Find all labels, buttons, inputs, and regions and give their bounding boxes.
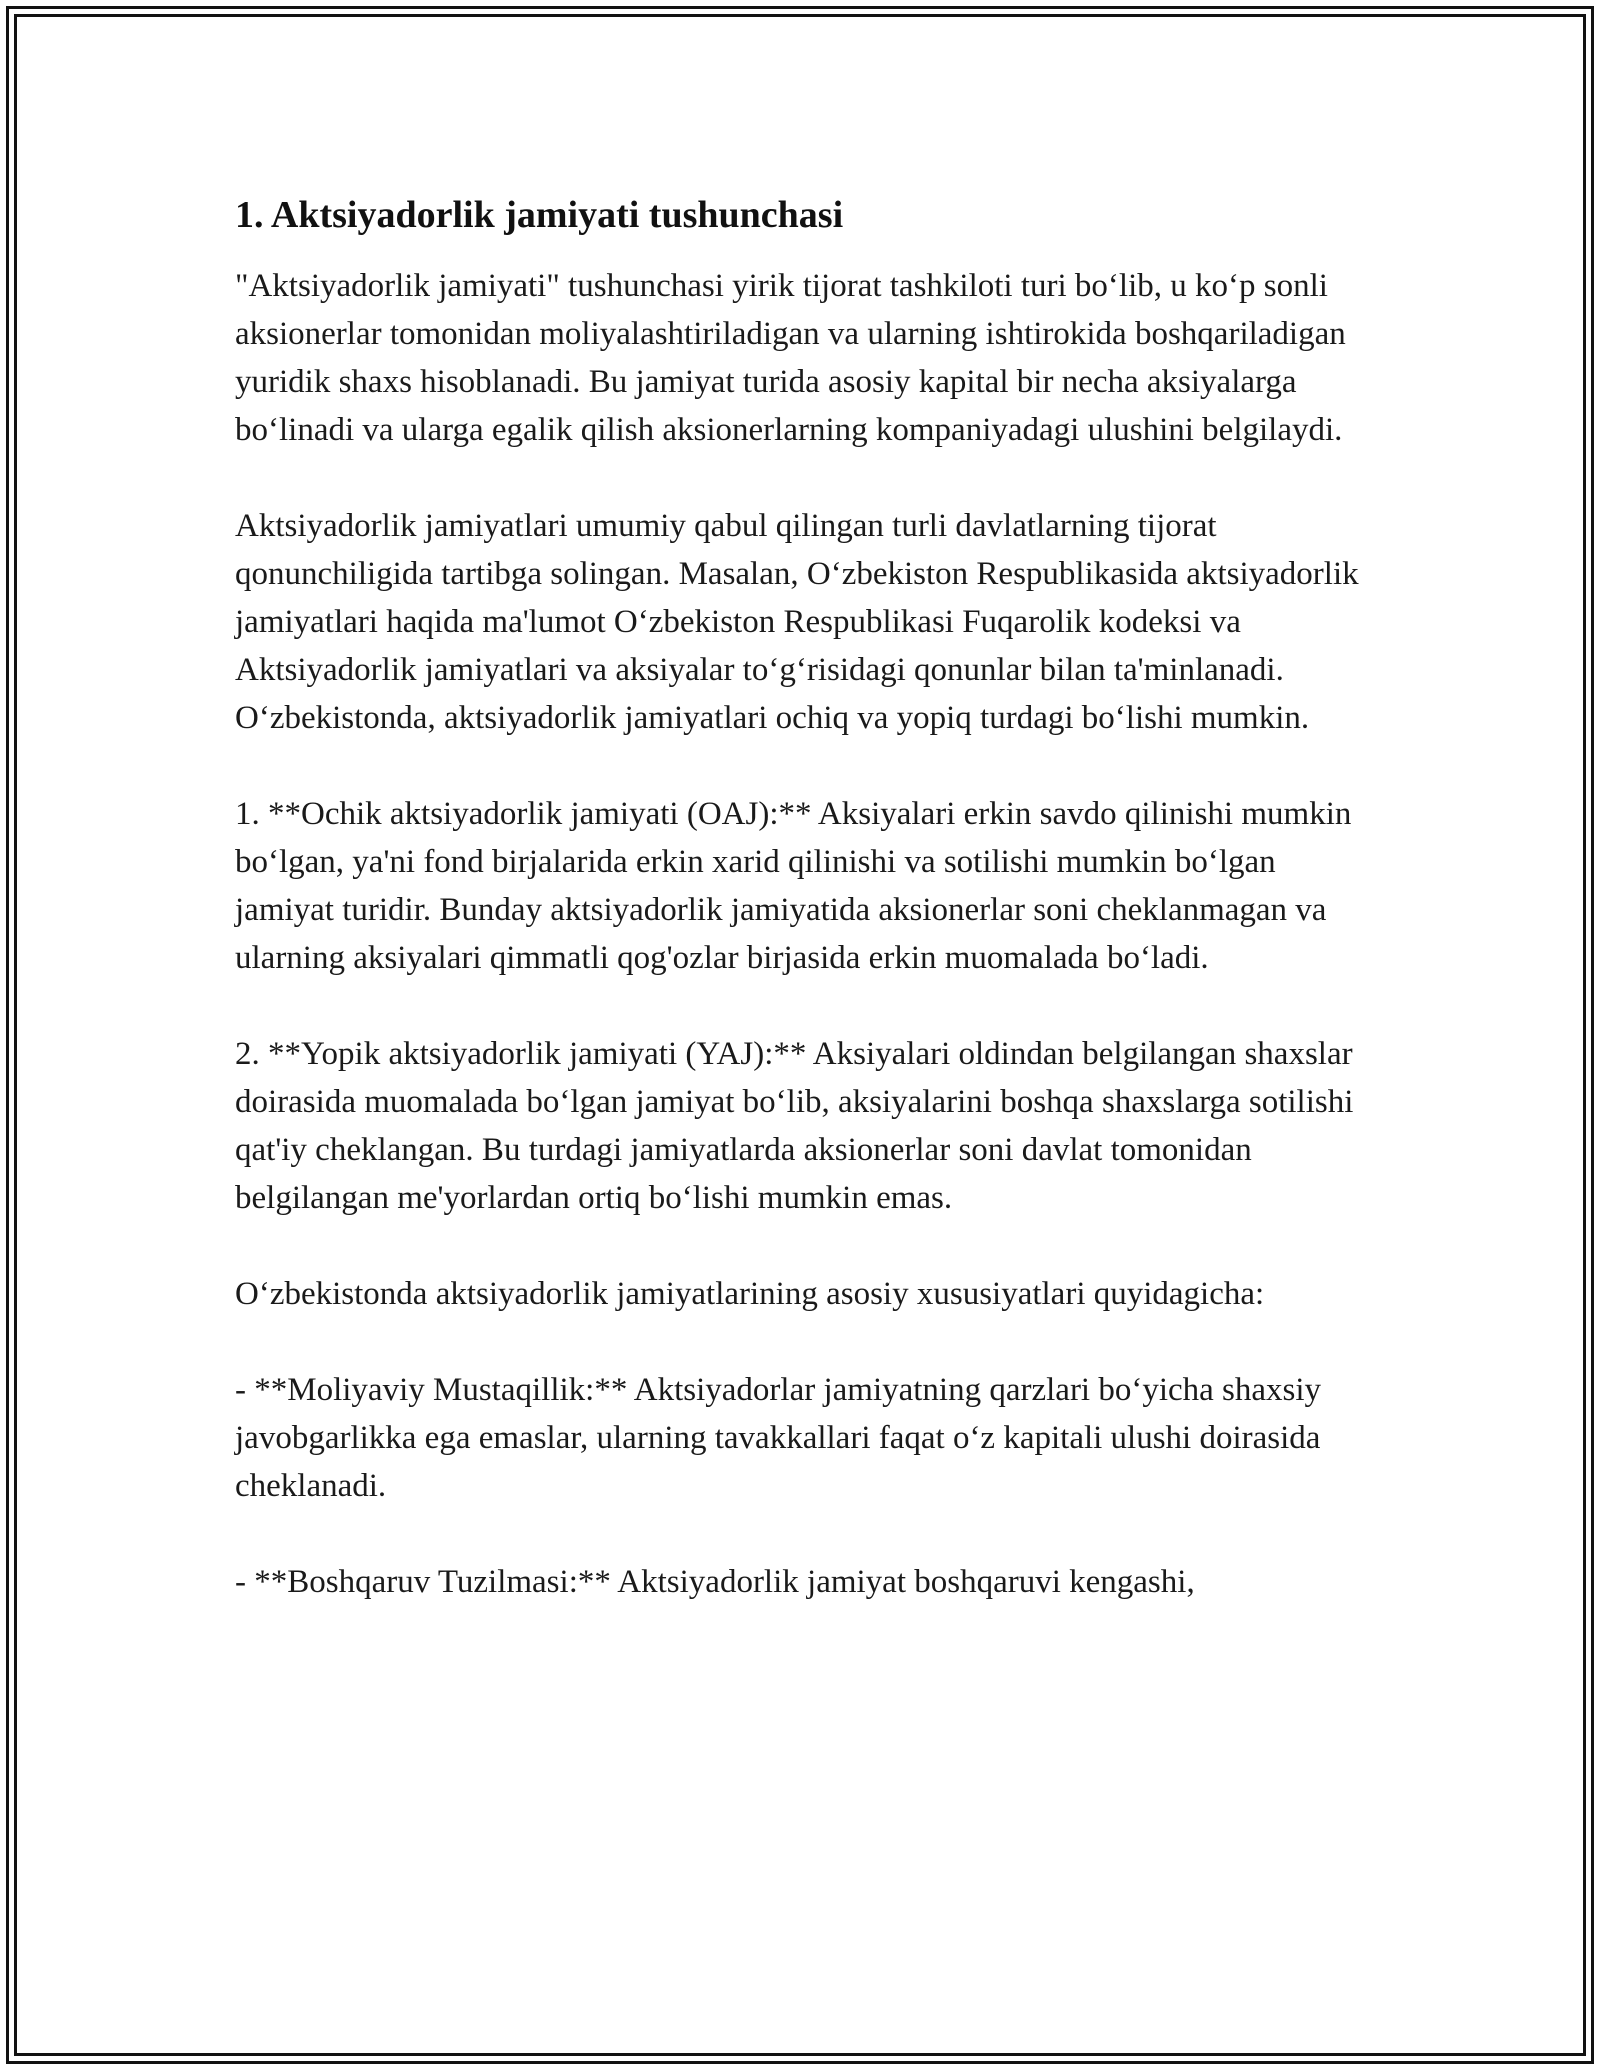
paragraph-features-intro: O‘zbekistonda aktsiyadorlik jamiyatlarining asosiy xususiyatlari quyidagicha:: [235, 1276, 1265, 1312]
document-body: [235, 190, 1375, 1654]
paragraph-financial-independence: - **Moliyaviy Mustaqillik:** Aktsiyadorlar jamiyatning qarzlari bo‘yicha shaxsiy javobgarlikka ega emaslar, ularning tavakkallari faqat o‘z kapitali ulushi doirasida cheklanadi.: [235, 1372, 1322, 1504]
paragraph-closed-company: 2. **Yopik aktsiyadorlik jamiyati (YAJ):** Aksiyalari oldindan belgilangan shaxslar doirasida muomalada bo‘lgan jamiyat bo‘lib, aksiyalarini boshqa shaxslarga sotilishi qat'iy cheklangan. Bu turdagi jamiyatlarda aksionerlar soni davlat tomonidan belgilangan me'yorlardan ortiq bo‘lishi mumkin emas.: [235, 1036, 1354, 1216]
paragraph-legislation: Aktsiyadorlik jamiyatlari umumiy qabul qilingan turli davlatlarning tijorat qonunchiligida tartibga solingan. Masalan, O‘zbekiston Respublikasida aktsiyadorlik jamiyatlari haqida ma'lumot O‘zbekiston Respublikasi Fuqarolik kodeksi va Aktsiyadorlik jamiyatlari va aksiyalar to‘g‘risidagi qonunlar bilan ta'minlanadi. O‘zbekistonda, aktsiyadorlik jamiyatlari ochiq va yopiq turdagi bo‘lishi mumkin.: [235, 508, 1359, 736]
paragraph-open-company: 1. **Ochik aktsiyadorlik jamiyati (OAJ):** Aksiyalari erkin savdo qilinishi mumkin bo‘lgan, ya'ni fond birjalarida erkin xarid qilinishi va sotilishi mumkin bo‘lgan jamiyat turidir. Bunday aktsiyadorlik jamiyatida aksionerlar soni cheklanmagan va ularning aksiyalari qimmatli qog'ozlar birjasida erkin muomalada bo‘ladi.: [235, 796, 1352, 976]
paragraph-management-structure: - **Boshqaruv Tuzilmasi:** Aktsiyadorlik jamiyat boshqaruvi kengashi,: [235, 1564, 1195, 1600]
paragraph-definition: "Aktsiyadorlik jamiyati" tushunchasi yirik tijorat tashkiloti turi bo‘lib, u ko‘p sonli aksionerlar tomonidan moliyalashtiriladigan va ularning ishtirokida boshqariladigan yuridik shaxs hisoblanadi. Bu jamiyat turida asosiy kapital bir necha aksiyalarga bo‘linadi va ularga egalik qilish aksionerlarning kompaniyadagi ulushini belgilaydi.: [235, 268, 1346, 448]
document-title: 1. Aktsiyadorlik jamiyati tushunchasi: [235, 194, 844, 236]
